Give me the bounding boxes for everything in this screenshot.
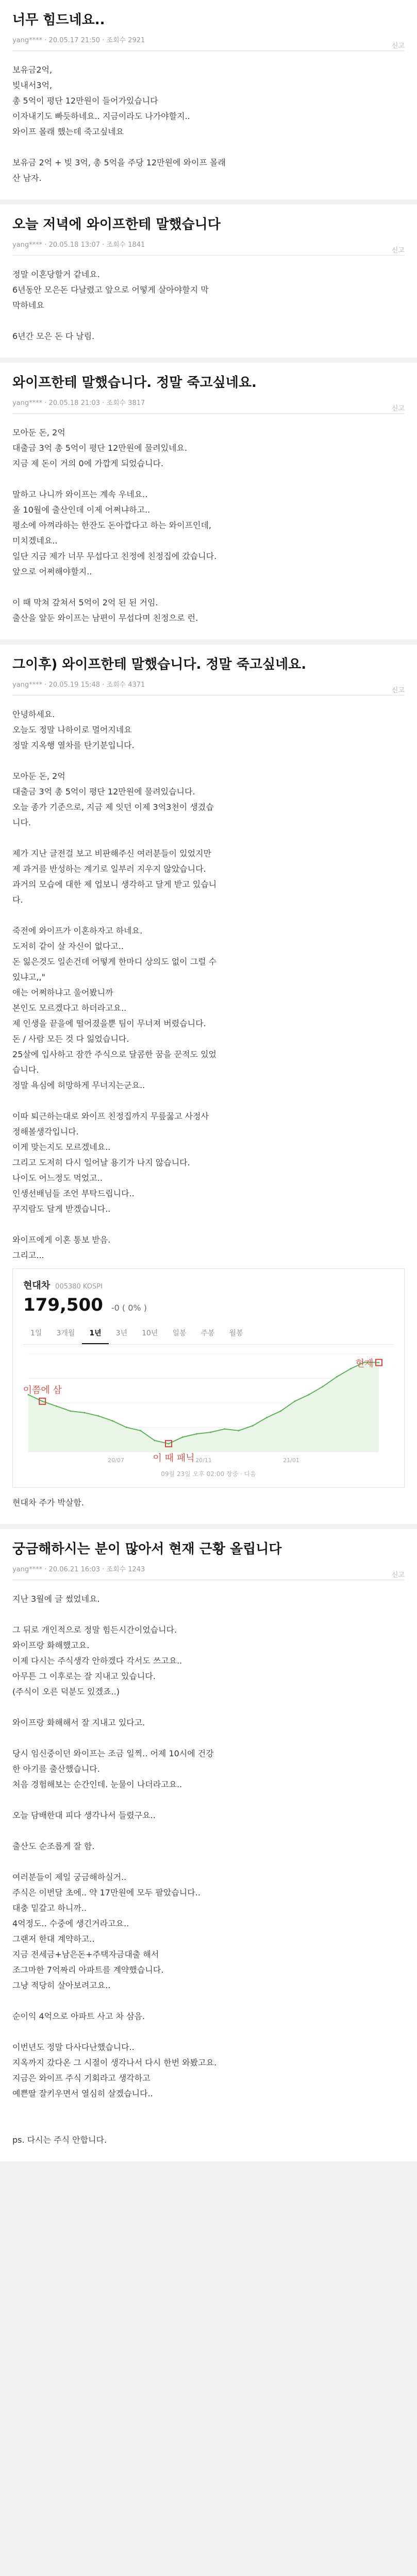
body-line — [12, 2102, 405, 2117]
body-line: 그리고... — [12, 1250, 44, 1261]
report-link[interactable]: 신고 — [391, 687, 405, 695]
body-line: 지금 제 돈이 거의 0에 가깝게 되었습니다. — [12, 459, 164, 469]
body-line: 막하네요 — [12, 300, 44, 311]
body-line: 모아둔 돈, 2억 — [12, 428, 65, 438]
stock-header — [23, 1278, 394, 1292]
stock-code: 005380 KOSPI — [55, 1283, 103, 1291]
body-line — [12, 2024, 405, 2040]
post-title[interactable]: 와이프한테 말했습니다. 정말 죽고싶네요. — [12, 375, 257, 391]
x-tick-label: 20/11 — [195, 1457, 212, 1464]
report-link[interactable]: 신고 — [391, 247, 405, 255]
price-area — [28, 1362, 379, 1452]
post-meta: yang**** · 20.05.19 15:48 · 조회수 4371 — [12, 681, 145, 689]
body-line: 이 때 막쳐 갚쳐서 5억이 2억 된 된 거임. — [12, 598, 158, 608]
post-body — [12, 707, 405, 1263]
body-line: 앞으로 어쩌해야할지.. — [12, 567, 92, 577]
period-tabs — [23, 1323, 394, 1345]
body-line: 이따 퇴근하는대로 와이프 친정집까지 무릎꿇고 사정사 — [12, 1111, 209, 1122]
price-point — [308, 1394, 310, 1396]
body-line: 순이익 4억으로 아파트 사고 차 삼음. — [12, 2011, 145, 2022]
body-line: 애는 어쩌하냐고 울어봤니까 — [12, 988, 113, 998]
body-line: 당시 임신중이던 와이프는 조금 일찍.. 어제 10시에 건강 — [12, 1749, 214, 1759]
chart-footer: 09월 23일 오후 02:00 장중 · 다음 — [161, 1470, 256, 1478]
body-line: 산 남자. — [12, 173, 42, 183]
body-line: 평소에 아껴라하는 한잔도 돈아깝다고 하는 와이프인데, — [12, 520, 212, 531]
body-line: 한 아기를 출산했습니다. — [12, 1764, 100, 1774]
body-line — [12, 313, 405, 329]
body-line: 대충 밑갚고 하니까.. — [12, 1903, 87, 1913]
post-meta: yang**** · 20.05.17 21:50 · 조회수 2921 — [12, 37, 145, 45]
period-tab[interactable]: 3년 — [115, 1329, 128, 1338]
post-title[interactable]: 그이후) 와이프한테 말했습니다. 정말 죽고싶네요. — [12, 657, 307, 673]
price-point — [182, 1436, 184, 1438]
body-line: 제가 지난 글전걸 보고 비판해주신 여러분들이 있었지만 — [12, 849, 212, 859]
body-line: 인생선배님들 조언 부탁드립니다.. — [12, 1189, 135, 1199]
body-line — [12, 908, 405, 923]
body-line — [12, 1700, 405, 1715]
stock-name[interactable]: 현대차 — [23, 1280, 51, 1292]
body-line — [12, 1093, 405, 1109]
divider — [12, 413, 405, 414]
body-line: 이제 다시는 주식생각 안하겠다 각서도 쓰고요.. — [12, 1656, 182, 1666]
body-line: 그 뒤로 개인적으로 정말 힘든시간이었습니다. — [12, 1625, 177, 1635]
body-line: 정말 지옥행 열차를 탄기분입니다. — [12, 740, 135, 751]
post-body — [12, 267, 405, 344]
price-point — [112, 1420, 113, 1422]
divider — [12, 695, 405, 696]
price-point — [252, 1425, 254, 1427]
x-tick-label: 21/01 — [283, 1457, 299, 1464]
price-point — [196, 1433, 197, 1435]
price-point — [70, 1411, 71, 1412]
price-point — [238, 1430, 240, 1432]
post-1 — [0, 0, 417, 199]
body-line — [12, 1854, 405, 1870]
body-line: 여러분들이 제일 궁금해하실거.. — [12, 1872, 127, 1883]
body-line: 출산도 순조롭게 잘 함. — [12, 1841, 95, 1852]
price-point — [224, 1429, 225, 1430]
post-body — [12, 62, 405, 186]
price-point — [168, 1443, 170, 1445]
body-line — [12, 831, 405, 846]
stock-price: 179,500 — [23, 1295, 103, 1316]
body-line: 출산을 앞둔 와이프는 남편이 무섭다며 친정으로 런. — [12, 613, 198, 623]
body-line: 그냥 적당히 살아보려고요.. — [12, 1980, 111, 1991]
body-line: 나이도 어느정도 먹었고.. — [12, 1173, 103, 1183]
price-point — [154, 1440, 155, 1442]
price-point — [322, 1386, 324, 1387]
post-3 — [0, 363, 417, 639]
body-line — [12, 1217, 405, 1232]
body-line: 도저히 같이 살 자신이 없다고.. — [12, 941, 124, 952]
price-point — [56, 1405, 57, 1407]
now-annotation-label: 현재 — [355, 1359, 374, 1369]
stock-widget — [12, 1268, 405, 1488]
body-line: 제 과거를 반성하는 계기로 일부러 지우지 않았습니다. — [12, 864, 206, 874]
body-line: 본인도 모르겠다고 하더라고요.. — [12, 1003, 127, 1013]
body-line: 지옥까지 갔다온 그 시절이 생각나서 다시 한번 와봤고요. — [12, 2058, 217, 2068]
body-line: 아무튼 그 이후로는 잘 지내고 있습니다. — [12, 1671, 156, 1682]
body-line: 습니다. — [12, 1065, 39, 1075]
body-line: 정말 이혼당할거 같네요. — [12, 269, 100, 280]
post-4 — [0, 645, 417, 1524]
period-tab[interactable]: 1년 — [82, 1323, 108, 1344]
body-line: 일단 지금 제가 너무 무섭다고 친정에 친정집에 갔습니다. — [12, 551, 217, 562]
body-line — [12, 1792, 405, 1808]
body-line: 대출금 3억 총 5억이 평단 12만원에 물려있네요. — [12, 443, 188, 453]
period-tab[interactable]: 10년 — [142, 1329, 158, 1338]
body-line: 이게 맞는지도 모르겠네요.. — [12, 1142, 111, 1153]
body-line: 정말 욕심에 허망하게 무너지는군요.. — [12, 1080, 145, 1091]
price-point — [266, 1417, 268, 1418]
price-point — [280, 1411, 281, 1412]
body-line: 그리고 도저히 다시 일어날 용기가 나지 않습니다. — [12, 1158, 190, 1168]
body-line: 돈 잃은것도 일손건데 어떻게 한마디 상의도 없이 그럴 수 — [12, 957, 217, 967]
period-tab[interactable]: 3개월 — [56, 1329, 75, 1338]
post-meta: yang**** · 20.05.18 13:07 · 조회수 1841 — [12, 241, 145, 249]
body-line: 처음 경험해보는 순간인데. 눈물이 나더라고요.. — [12, 1780, 182, 1790]
report-link[interactable]: 신고 — [391, 42, 405, 50]
body-line: 돈 / 사람 모든 것 다 잃었습니다. — [12, 1034, 129, 1044]
body-line: 이자내기도 빠듯하네요.. 지금이라도 나가야할지.. — [12, 111, 190, 122]
body-line: 오늘 종가 기준으로, 지금 제 잇던 이제 3억3천이 생겼습 — [12, 802, 214, 812]
post-title[interactable]: 궁금해하시는 분이 많아서 현재 근황 올립니다 — [12, 1541, 282, 1557]
body-line: 와이프랑 화해해서 잘 지내고 있다고. — [12, 1718, 145, 1728]
stock-price-row — [23, 1295, 394, 1315]
body-line: 올 10월에 출산인데 이제 어쩌냐하고.. — [12, 505, 151, 515]
price-point — [84, 1412, 85, 1414]
body-line: 조그마한 7억짜리 아파트를 계약했습니다. — [12, 1965, 164, 1975]
body-line: 지난 3월에 글 썼었네요. — [12, 1594, 100, 1604]
body-line: 꾸지람도 달게 받겠습니다.. — [12, 1204, 111, 1214]
divider — [12, 50, 405, 51]
body-line: 빚내서3억, — [12, 80, 53, 91]
body-line: 예쁜딸 잘키우면서 열심히 살겠습니다.. — [12, 2089, 153, 2099]
body-line: 과거의 모습에 대한 제 업보니 생각하고 달게 받고 있습니 — [12, 879, 217, 890]
body-line: 6년동안 모은돈 다날렸고 앞으로 어떻게 살아야할지 막 — [12, 285, 209, 295]
body-line: (주식이 오른 덕분도 있겠죠..) — [12, 1687, 120, 1697]
price-point — [42, 1401, 43, 1402]
body-line: 와이프에게 이혼 통보 받음. — [12, 1235, 111, 1245]
post-body — [12, 1591, 405, 2148]
period-tab[interactable]: 일봉 — [172, 1329, 187, 1338]
body-line: ps. 다시는 주식 안합니다. — [12, 2135, 107, 2145]
body-line: 25살에 입사하고 잠깐 주식으로 달콤한 꿈을 꾼적도 있었 — [12, 1049, 216, 1060]
body-line: 주식은 이번달 초에.. 약 17만원에 모두 팔았습니다.. — [12, 1888, 201, 1898]
price-point — [210, 1432, 211, 1433]
panic-annotation-label: 이 때 패닉 — [153, 1453, 195, 1464]
body-line: 말하고 나니까 와이프는 계속 우네요.. — [12, 489, 148, 500]
body-line — [12, 471, 405, 487]
body-line: 와이프 몰래 했는데 죽고싶네요 — [12, 127, 124, 137]
divider — [12, 255, 405, 256]
price-point — [378, 1362, 380, 1364]
body-line: 이번년도 정말 다사다난했습니다.. — [12, 2042, 135, 2053]
post-title[interactable]: 너무 힘드네요.. — [12, 12, 105, 28]
x-tick-label: 20/07 — [108, 1457, 124, 1464]
post-meta: yang**** · 20.05.18 21:03 · 조회수 3817 — [12, 399, 145, 408]
body-line: 니다. — [12, 818, 31, 828]
body-line: 오늘도 정말 나하이로 멀어지네요 — [12, 725, 132, 735]
price-point — [294, 1401, 295, 1402]
post-5 — [0, 1529, 417, 2161]
price-point — [126, 1427, 127, 1428]
post-2 — [0, 205, 417, 358]
stock-line-chart — [23, 1349, 384, 1467]
body-line — [12, 140, 405, 155]
period-tab[interactable]: 주봉 — [201, 1329, 215, 1338]
body-line: 대출금 3억 총 5억이 평단 12만원에 물려있습니다. — [12, 787, 195, 797]
body-line: 총 5억이 평단 12만원이 들어가있습니다 — [12, 96, 158, 106]
body-line — [12, 1731, 405, 1746]
body-line: 미치겠네요.. — [12, 536, 58, 546]
price-point — [350, 1368, 352, 1369]
report-link[interactable]: 신고 — [391, 1571, 405, 1580]
body-line — [12, 753, 405, 769]
body-line: 다. — [12, 895, 23, 905]
price-point — [140, 1430, 141, 1432]
period-tab[interactable]: 1일 — [30, 1329, 42, 1338]
buy-annotation-label: 이쯤에 삼 — [23, 1385, 62, 1396]
body-line: 그랜저 한대 계약하고.. — [12, 1934, 95, 1944]
body-line: 모아둔 돈, 2억 — [12, 771, 65, 782]
stock-change: -0 ( 0% ) — [111, 1303, 147, 1313]
body-line: 4억정도.. 수중에 생긴거라고요.. — [12, 1919, 129, 1929]
body-line: 보유금2억, — [12, 65, 53, 75]
body-line: 와이프랑 화해했고요. — [12, 1640, 90, 1651]
body-line: 안녕하세요. — [12, 709, 55, 720]
body-line: 정해볼생각입니다. — [12, 1127, 79, 1137]
post-body — [12, 425, 405, 626]
report-link[interactable]: 신고 — [391, 405, 405, 413]
price-point — [98, 1415, 99, 1417]
body-line: 있냐고,," — [12, 972, 45, 982]
body-line: 제 인생을 끝을에 떨어졌을뿐 팀이 무너져 버렸습니다. — [12, 1019, 206, 1029]
body-line: 죽전에 와이프가 이혼하자고 하네요. — [12, 926, 143, 936]
price-point — [336, 1376, 338, 1378]
body-line: 지금은 와이프 주식 기회라고 생각하고 — [12, 2073, 151, 2083]
body-line — [12, 580, 405, 595]
body-line: 보유금 2억 + 빚 3억, 총 5억을 주당 12만원에 와이프 몰래 — [12, 158, 226, 168]
body-line — [12, 1993, 405, 2009]
post-meta: yang**** · 20.06.21 16:03 · 조회수 1243 — [12, 1566, 145, 1574]
body-line: 6년간 모은 돈 다 날림. — [12, 331, 95, 342]
body-line: 지금 전세금+남은돈+주택자금대출 해서 — [12, 1950, 159, 1960]
chart-caption: 현대차 주가 박살함. — [12, 1498, 84, 1508]
body-line — [12, 1823, 405, 1839]
body-line — [12, 1607, 405, 1622]
post-title[interactable]: 오늘 저녁에 와이프한테 말했습니다 — [12, 217, 221, 233]
body-line — [12, 2117, 405, 2132]
period-tab[interactable]: 월봉 — [229, 1329, 243, 1338]
body-line: 오늘 담배한대 피다 생각나서 들렸구요.. — [12, 1810, 156, 1821]
